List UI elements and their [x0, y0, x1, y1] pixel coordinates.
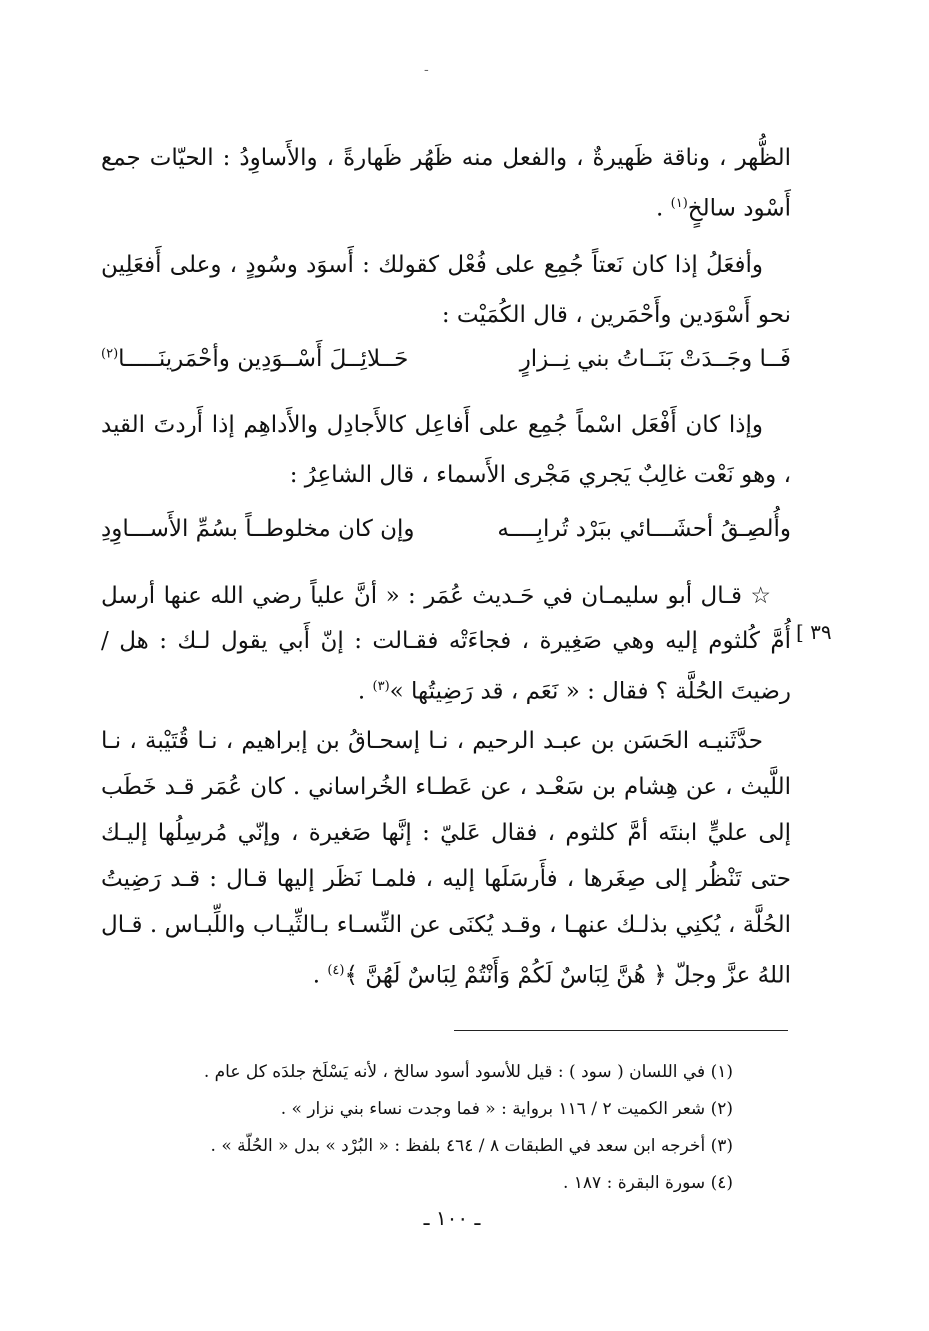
footnote-4: (٤) سورة البقرة : ١٨٧ .	[562, 1173, 733, 1193]
verse-2-right-hemistich: وأُلصِـقُ أحشَـــائي ببَرْد تُرابِــــه	[497, 516, 791, 542]
paragraph-3: وإذا كان أَفْعَل اسْماً جُمِع على أَفاعِل كالأَجادِل والأَداهِم إذا أَردتَ القيد ، وهو نَعْت غالِبٌ يَجري مَجْرى الأَسماء ، قال الشاعِرُ :	[101, 412, 791, 488]
verse-2-left-hemistich: وإن كان مخلوطــاً بسُمِّ الأَســـاوِدِ	[101, 516, 415, 542]
paragraph-1-text: الظُّهر ، وناقة ظَهيرةٌ ، والفعل منه ظَهُر ظَهارةً ، والأَساوِدُ : الحيّات جمع أَسْود سالخٍ	[101, 145, 791, 222]
top-mark: -	[424, 62, 429, 78]
verse-1-left-text: حَــلائِــلَ أَسْــوَدِين وأحْمَرينَـــــا	[118, 346, 409, 372]
footnote-1: (١) في اللسان ( سود ) : قيل للأسود أسود سالخ ، لأنه يَسْلَخ جلدَه كل عام .	[203, 1062, 733, 1082]
footnote-separator	[454, 1030, 788, 1031]
verse-1-right-hemistich: فَــا وجَــدَتْ بَنَــاتُ بني نِــزارٍ	[519, 346, 791, 372]
verse-poet	[101, 516, 791, 542]
verse-kumayt	[101, 346, 791, 372]
paragraph-1	[101, 136, 791, 232]
paragraph-4-text: ☆ قـال أبو سليمـان في حَـديث عُمَر : « أنَّ علياً رضي الله عنها أرسل أُمَّ كُلثوم إليه وهي صَغِيرة ، فجاءَتْه فقـالت : إنّ أَبي يقول لـك : هل / رضيتَ الحُلَّة ؟ فقال : « نَعَم ، قد رَضِيتُها »	[101, 583, 791, 705]
footnote-3: (٣) أخرجه ابن سعد في الطبقات ٨ / ٤٦٤ بلفظ : « البُرْد » بدل « الحُلّة » .	[210, 1136, 733, 1156]
footnote-ref-2: (٢)	[101, 346, 119, 362]
paragraph-2: وأفعَلُ إذا كان نَعتاً جُمِع على فُعْل كقولك : أَسوَد وسُودٍ ، وعلى أَفعَلِين نحو أَسْوَدين وأَحْمَرين ، قال الكُمَيْت :	[101, 252, 791, 328]
paragraph-5	[101, 718, 791, 999]
paragraph-5-end: .	[312, 962, 328, 989]
folio-reference: [ ٣٩	[796, 620, 832, 644]
footnotes	[173, 1054, 733, 1202]
footnote-2: (٢) شعر الكميت ٢ / ١١٦ برواية : « فما وجدت نساء بني نزار » .	[280, 1099, 733, 1119]
verse-1-left-hemistich	[101, 346, 408, 372]
page-number: ـ ١٠٠ ـ	[423, 1206, 481, 1230]
paragraph-4-end: .	[357, 678, 373, 705]
footnote-ref-4: (٤)	[327, 963, 345, 978]
paragraph-5-text: حدَّثَنيـه الحَسَن بن عبـد الرحيم ، نـا إسحـاقُ بن إبراهيم ، نـا قُتَيْبة ، نـا اللَّيث ، عن هِشام بن سَعْـد ، عن عَطـاء الخُراساني . كان عُمَر قـد خَطَب إلى عليٍّ ابنتَه أمَّ كلثوم ، فقال عَليّ : إنَّها صَغيرة ، وإنّي مُرسِلُها إليـك حتى تَنْظُر إلى صِغَرها ، فأَرسَلَها إليه ، فلمـا نَظَر إليها قـال : قـد رَضِيتُ الحُلَّة ، يُكنِي بذلـك عنهـا ، وقـد يُكنَى عن النِّسـاء بـالثِّيـاب واللِّبـاس . قـال اللهُ عزَّ وجلّ ﴿ هُنَّ لِبَاسٌ لَكُمْ وَأَنْتُمْ لِبَاسٌ لَهُنَّ ﴾	[101, 728, 791, 989]
footnote-ref-3: (٣)	[372, 679, 390, 694]
paragraph-1-end: .	[656, 195, 671, 222]
footnote-ref-1: (١)	[670, 196, 688, 211]
paragraph-4	[101, 574, 791, 715]
